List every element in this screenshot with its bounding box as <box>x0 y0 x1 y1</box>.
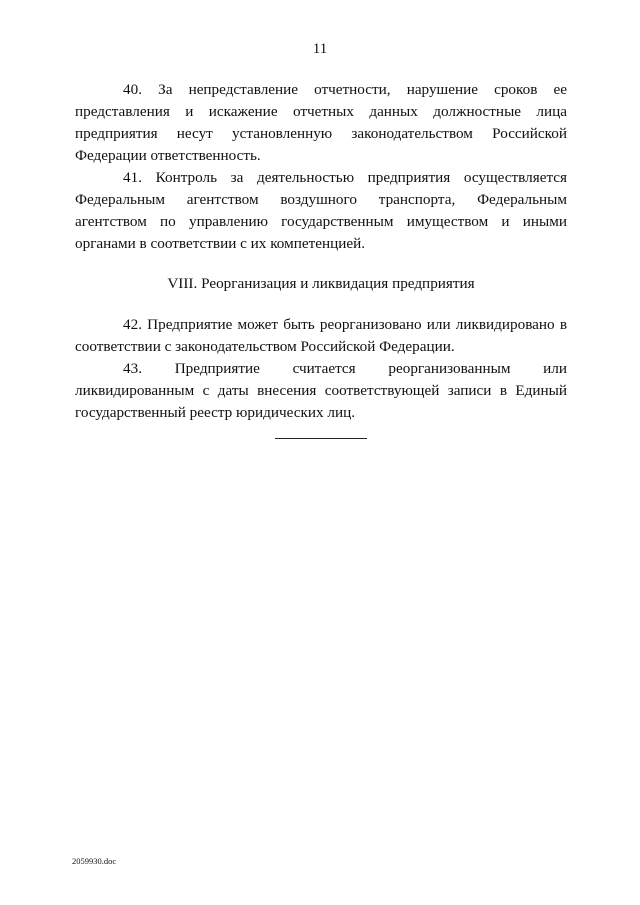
page-number: 11 <box>312 41 328 57</box>
paragraph-42: 42. Предприятие может быть реорганизовано или ликвидировано в соответствии с законодательством Российской Федерации. <box>75 316 567 355</box>
section-heading: VIII. Реорганизация и ликвидация предприятия <box>167 275 475 292</box>
paragraph-40: 40. За непредставление отчетности, нарушение сроков ее представления и искажение отчетных данных должностные лица предприятия несут установленную законодательством Российской Федерации ответственность. <box>75 81 567 164</box>
paragraph-41: 41. Контроль за деятельностью предприятия осуществляется Федеральным агентством воздушного транспорта, Федеральным агентством по управлению государственным имуществом и иными органами в соответствии с их компетенцией. <box>75 169 567 252</box>
document-body <box>75 79 567 424</box>
paragraph-43: 43. Предприятие считается реорганизованным или ликвидированным с даты внесения соответствующей записи в Единый государственный реестр юридических лиц. <box>75 360 567 421</box>
end-of-document-rule <box>275 438 367 439</box>
document-file-id: 2059930.doc <box>72 856 117 866</box>
